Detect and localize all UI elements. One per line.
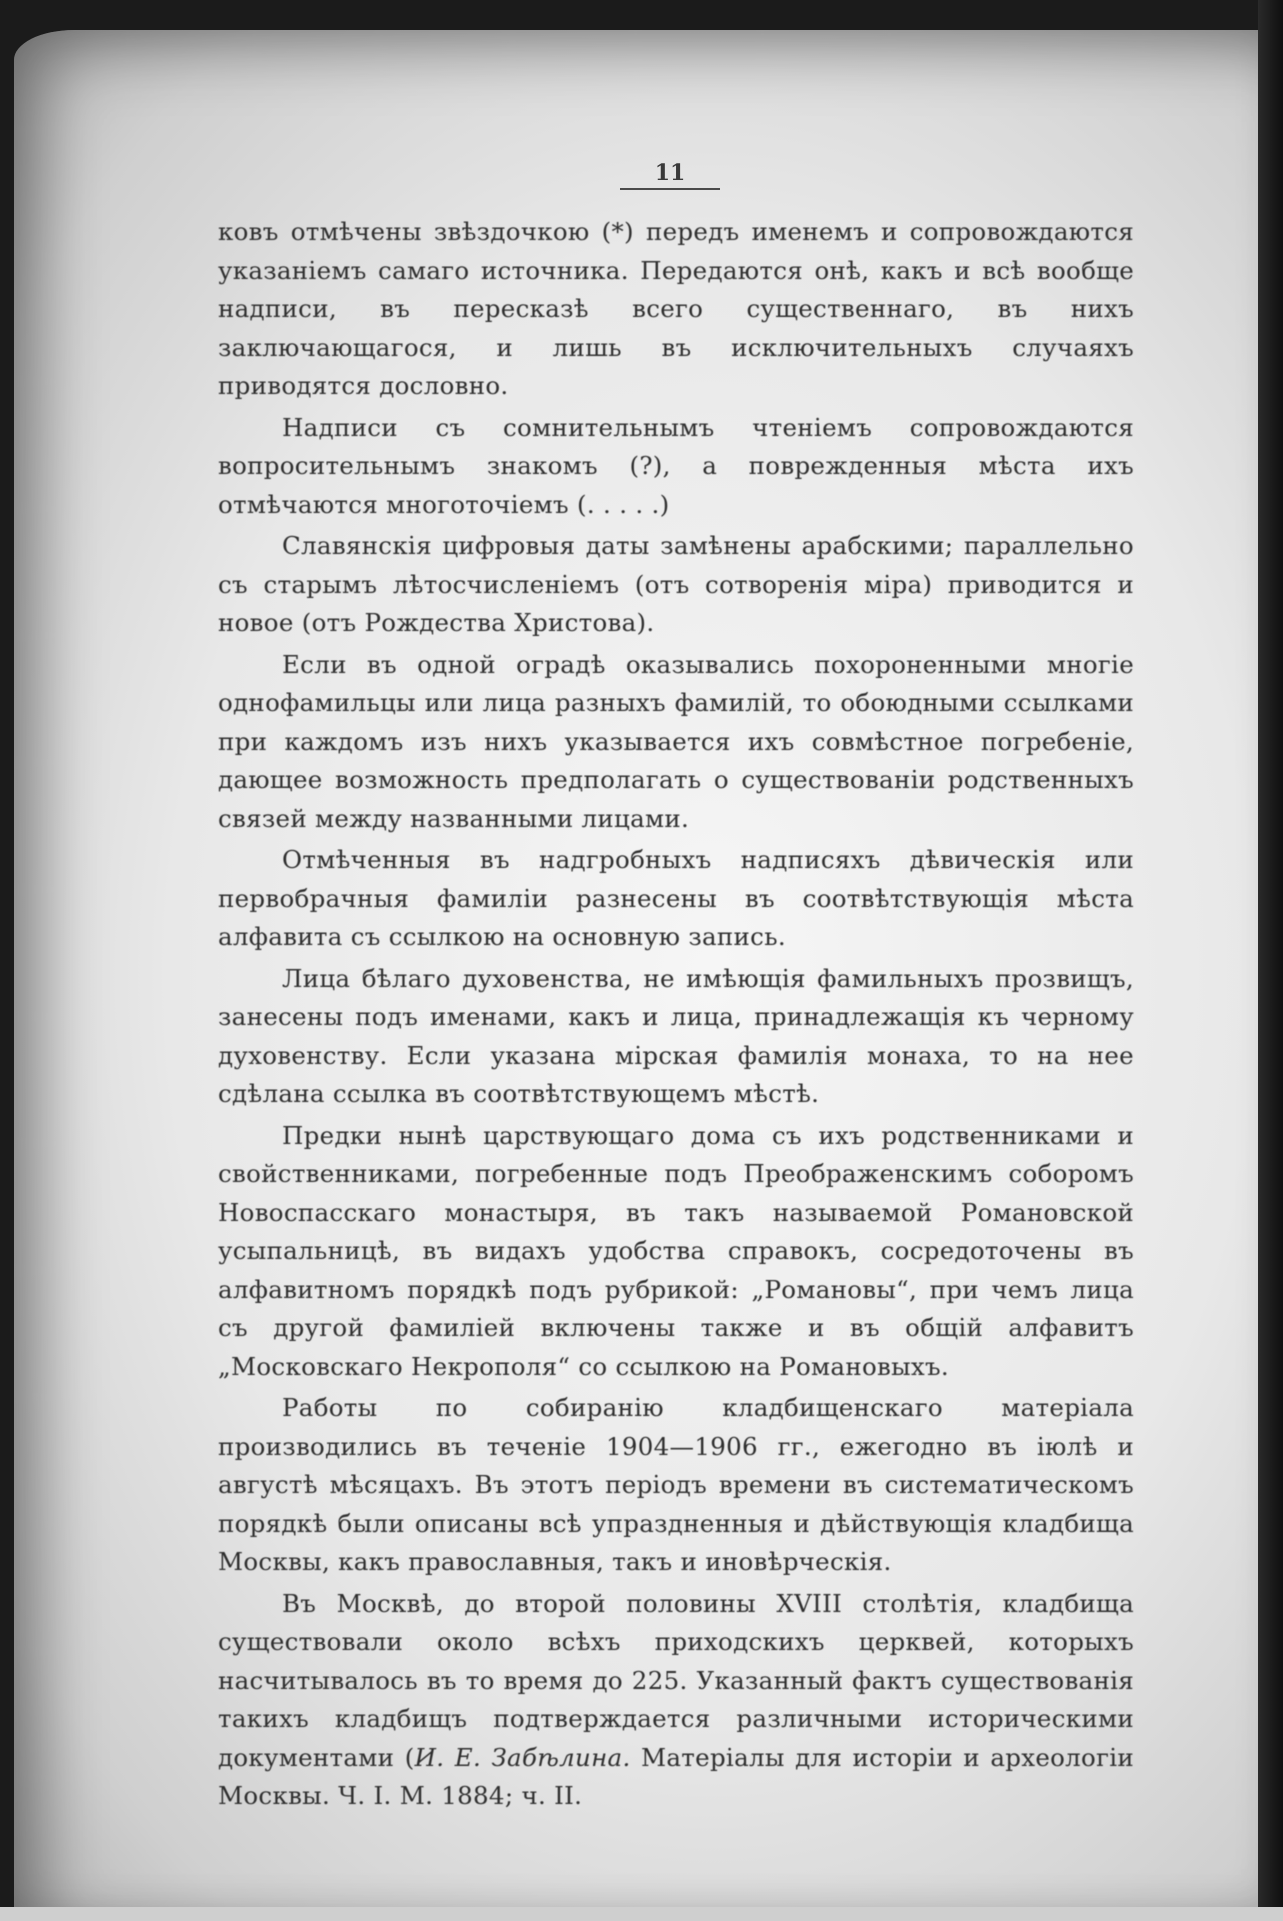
paragraph-9-text: Въ Москвѣ, до второй половины XVIII столѣтія, кладбища существовали около всѣхъ приходскихъ церквей, которыхъ насчитывалось въ то время до 225. Указанный фактъ существованія такихъ кладбищъ подтверждается различными историческими документами ( — [218, 1588, 1134, 1772]
page-edge-shadow — [1258, 0, 1283, 1921]
paragraph-3: Славянскія цифровыя даты замѣнены арабскими; параллельно съ старымъ лѣтосчисленіемъ (отъ сотворенія міра) приводится и новое (отъ Рождества Христова). — [218, 531, 1134, 637]
paragraph-4: Если въ одной оградѣ оказывались похороненными многіе однофамильцы или лица разныхъ фамилій, то обоюдными ссылками при каждомъ изъ нихъ указывается ихъ совмѣстное погребеніе, дающее возможность предполагать о существованіи родственныхъ связей между названными лицами. — [218, 649, 1134, 833]
paragraph-7: Предки нынѣ царствующаго дома съ ихъ родственниками и свойственниками, погребенные подъ Преображенскимъ соборомъ Новоспасскаго монастыря, въ такъ называемой Романовской усыпальницѣ, въ видахъ удобства справокъ, сосредоточены въ алфавитномъ порядкѣ подъ рубрикой: „Романовы“, при чемъ лица съ другой фамиліей включены также и въ общій алфавитъ „Московскаго Некрополя“ со ссылкою на Романовыхъ. — [218, 1120, 1134, 1381]
paragraph-9 — [218, 1585, 1134, 1816]
paragraph-2: Надписи съ сомнительнымъ чтеніемъ сопровождаются вопросительнымъ знакомъ (?), а поврежденныя мѣста ихъ отмѣчаются многоточіемъ (. . . . .) — [218, 412, 1134, 519]
paragraph-9-author: И. Е. Забѣлина. — [414, 1742, 631, 1772]
paragraph-8: Работы по собиранію кладбищенскаго матеріала производились въ теченіе 1904—1906 гг., ежегодно въ іюлѣ и августѣ мѣсяцахъ. Въ этотъ періодъ времени въ систематическомъ порядкѣ были описаны всѣ упраздненныя и дѣйствующія кладбища Москвы, какъ православныя, такъ и иновѣрческія. — [218, 1393, 1134, 1576]
page-bottom-edge — [0, 1907, 1283, 1921]
paragraph-1: ковъ отмѣчены звѣздочкою (*) передъ именемъ и сопровождаются указаніемъ самаго источника. Передаются онѣ, какъ и всѣ вообще надписи, въ пересказѣ всего существеннаго, въ нихъ заключающагося, и лишь въ исключительныхъ случаяхъ приводятся дословно. — [218, 217, 1134, 400]
paragraph-9-tail: Матеріалы для исторіи и археологіи Москвы. Ч. I. М. 1884; ч. II. — [218, 1742, 1134, 1810]
page-body-text — [218, 213, 1134, 1819]
paragraph-5: Отмѣченныя въ надгробныхъ надписяхъ дѣвическія или первобрачныя фамиліи разнесены въ соотвѣтствующія мѣста алфавита съ ссылкою на основную запись. — [218, 845, 1134, 951]
paragraph-6: Лица бѣлаго духовенства, не имѣющія фамильныхъ прозвищъ, занесены подъ именами, какъ и лица, принадлежащія къ черному духовенству. Если указана мірская фамилія монаха, то на нее сдѣлана ссылка въ соотвѣтствующемъ мѣстѣ. — [218, 963, 1134, 1108]
page-number: 11 — [620, 160, 720, 190]
